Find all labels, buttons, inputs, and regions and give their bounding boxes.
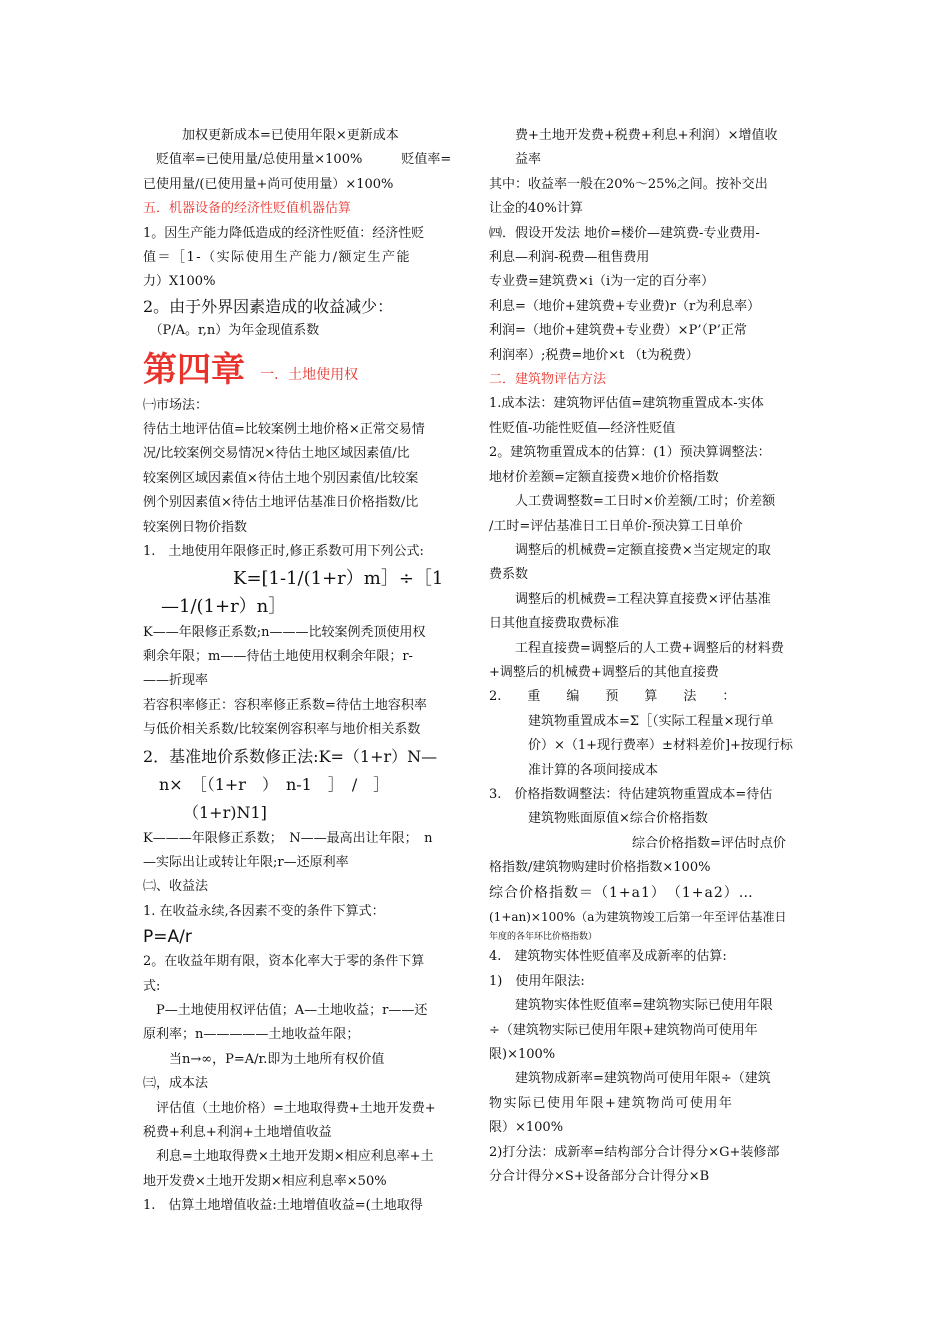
right-column <box>489 124 811 1189</box>
text-line: ÷（建筑物实际已使用年限+建筑物尚可使用年 <box>489 1022 758 1038</box>
formula-line: n× ［（1+r ） n-1 ］ / ］ <box>143 774 390 794</box>
left-column <box>143 124 463 1219</box>
text-line: 式: <box>143 978 161 994</box>
text-line: 若容积率修正：容积率修正系数=待估土地容积率 <box>143 697 427 713</box>
text-line: 专业费=建筑费×i（i为一定的百分率） <box>489 274 715 290</box>
text-line: 利润=（地价+建筑费+专业费）×P’（P’正常 <box>489 323 747 339</box>
formula-line: K=[1-1/(1+r）m］÷［1 <box>143 567 444 589</box>
formula-line: (1+an)×100%（a为建筑物竣工后第一年至评估基准日 <box>489 910 787 924</box>
text-line: 利息=（地价+建筑费+专业费)r（r为利息率） <box>489 298 761 314</box>
chapter-subtitle: 一．土地使用权 <box>260 366 359 383</box>
text-line: 评估值（土地价格）=土地取得费+土地开发费+ <box>143 1100 436 1116</box>
text-line: 地开发费×土地开发期×相应利息率×50% <box>143 1173 387 1189</box>
text-line: 性贬值-功能性贬值—经济性贬值 <box>489 420 676 436</box>
formula-line: —1/(1+r）n］ <box>143 595 287 617</box>
formula-line: P=A/r <box>143 927 192 948</box>
text-line: 日其他直接费取费标准 <box>489 616 620 632</box>
text-line: 剩余年限；m——待估土地使用权剩余年限；r- <box>143 648 413 664</box>
text-line: 益率 <box>489 152 542 168</box>
footnote-line: 年度的各年环比价格指数） <box>489 932 598 943</box>
text-line: 利润率）;税费=地价×t （t为税费） <box>489 347 699 363</box>
text-line: 已使用量/(已使用量+尚可使用量）×100% <box>143 176 394 192</box>
text-line: 2。在收益年期有限，资本化率大于零的条件下算 <box>143 954 425 970</box>
text-line: 利息—利润-税费—租售费用 <box>489 250 650 266</box>
text-line: 较案例区域因素值×待估土地个别因素值/比较案 <box>143 470 419 486</box>
section-heading: 五．机器设备的经济性贬值机器估算 <box>143 201 352 217</box>
subsection-heading: ㈣．假设开发法 地价=楼价—建筑费-专业费用- <box>489 225 760 241</box>
section-heading: 二．建筑物评估方法 <box>489 372 607 388</box>
text-line: 格指数/建筑物购建时价格指数×100% <box>489 860 711 876</box>
text-line: 贬值率=已使用量/总使用量×100% 贬值率= <box>143 152 452 168</box>
text-line: 加权更新成本=已使用年限×更新成本 <box>143 128 399 143</box>
chapter-title: 第四章 <box>143 349 245 390</box>
text-line: 1.成本法：建筑物评估值=建筑物重置成本-实体 <box>489 396 764 412</box>
formula-line: 综合价格指数＝（1+a1） （1+a2）… <box>489 884 754 901</box>
text-line: 准计算的各项间接成本 <box>489 762 659 778</box>
text-line: 调整后的机械费=工程决算直接费×评估基准 <box>489 591 771 607</box>
text-line: 1. 土地使用年限修正时,修正系数可用下列公式: <box>143 544 424 560</box>
chapter-heading <box>143 346 463 394</box>
subsection-heading: ㈠市场法： <box>143 397 209 413</box>
text-line: 税费+利息+利润+土地增值收益 <box>143 1125 332 1140</box>
text-line: 综合价格指数=评估时点价 <box>489 835 786 851</box>
text-line: K——年限修正系数;n———比较案例秃顶使用权 <box>143 624 426 640</box>
text-line: 1. 估算土地增值收益:土地增值收益=(土地取得 <box>143 1198 423 1214</box>
subsection-heading: ㈡、收益法 <box>143 879 209 895</box>
formula-line: （1+r)N1] <box>143 802 267 822</box>
text-line: 利息=土地取得费×土地开发期×相应利息率+土 <box>143 1149 434 1165</box>
text-line: 2)打分法：成新率=结构部分合计得分×G+装修部 <box>489 1144 780 1160</box>
subsection-heading: ㈢，成本法 <box>143 1076 209 1092</box>
text-line: 地材价差额=定额直接费×地价价格指数 <box>489 469 719 485</box>
text-line: 建筑物账面原值×综合价格指数 <box>489 811 708 827</box>
formula-line: 2．基准地价系数修正法:K=（1+r）N— <box>143 746 438 766</box>
text-line: 建筑物实体性贬值率=建筑物实际已使用年限 <box>489 998 773 1014</box>
text-line: ——折现率 <box>143 673 209 689</box>
text-line: 2. 重 编 预 算 法 ： <box>489 689 736 705</box>
text-line: 限）×100% <box>489 1120 564 1136</box>
text-line: /工时=评估基准日工日单价-预决算工日单价 <box>489 518 743 534</box>
text-line: 工程直接费=调整后的人工费+调整后的材料费 <box>489 640 784 656</box>
text-line: 当n→∞，P=A/r.即为土地所有权价值 <box>143 1051 385 1067</box>
text-line: 况/比较案例交易情况×待估土地区域因素值/比 <box>143 446 410 462</box>
text-line: 其中：收益率一般在20%～25%之间。按补交出 <box>489 176 768 192</box>
text-line: 力）X100% <box>143 274 216 290</box>
text-line: 例个别因素值×待估土地评估基准日价格指数/比 <box>143 495 419 511</box>
text-line: 4. 建筑物实体性贬值率及成新率的估算: <box>489 949 727 965</box>
text-line: 1) 使用年限法: <box>489 973 585 989</box>
text-line: 限)×100% <box>489 1047 556 1063</box>
text-line: 人工费调整数=工日时×价差额/工时；价差额 <box>489 494 776 510</box>
text-line: 价）×（1+现行费率）±材料差价]+按现行标 <box>489 738 793 754</box>
text-line: 与低价相关系数/比较案例容积率与地价相关系数 <box>143 722 421 738</box>
text-line: 2。建筑物重置成本的估算：(1）预决算调整法： <box>489 445 771 461</box>
text-line: 原利率；n—————土地收益年限； <box>143 1027 360 1043</box>
text-line: 让金的40%计算 <box>489 201 583 217</box>
text-line: 2。由于外界因素造成的收益减少： <box>143 296 394 316</box>
text-line: K———年限修正系数； N——最高出让年限； n <box>143 830 433 846</box>
text-line: （P/A。r,n）为年金现值系数 <box>143 323 320 339</box>
text-line: P—土地使用权评估值；A—土地收益；r——还 <box>143 1002 428 1018</box>
text-line: 待估土地评估值=比较案例土地价格×正常交易情 <box>143 422 425 438</box>
text-line: 物实际已使用年限+建筑物尚可使用年 <box>489 1095 734 1111</box>
text-line: 费系数 <box>489 567 529 583</box>
text-line: 1。因生产能力降低造成的经济性贬值：经济性贬 <box>143 225 425 241</box>
text-line: 1. 在收益永续,各因素不变的条件下算式： <box>143 903 385 919</box>
text-line: —实际出让或转让年限;r—还原利率 <box>143 854 349 870</box>
text-line: 费+土地开发费+税费+利息+利润）×增值收 <box>489 128 778 143</box>
text-line: 3. 价格指数调整法：待估建筑物重置成本=待估 <box>489 786 773 802</box>
text-line: 调整后的机械费=定额直接费×当定规定的取 <box>489 542 771 558</box>
text-line: 值＝［1-（实际使用生产能力/额定生产能 <box>143 250 412 266</box>
text-line: +调整后的机械费+调整后的其他直接费 <box>489 664 719 680</box>
text-line: 建筑物重置成本=Σ［（实际工程量×现行单 <box>489 713 774 729</box>
text-line: 较案例日物价指数 <box>143 519 248 535</box>
text-line: 建筑物成新率=建筑物尚可使用年限÷（建筑 <box>489 1071 771 1087</box>
text-line: 分合计得分×S+设备部分合计得分×B <box>489 1169 710 1185</box>
